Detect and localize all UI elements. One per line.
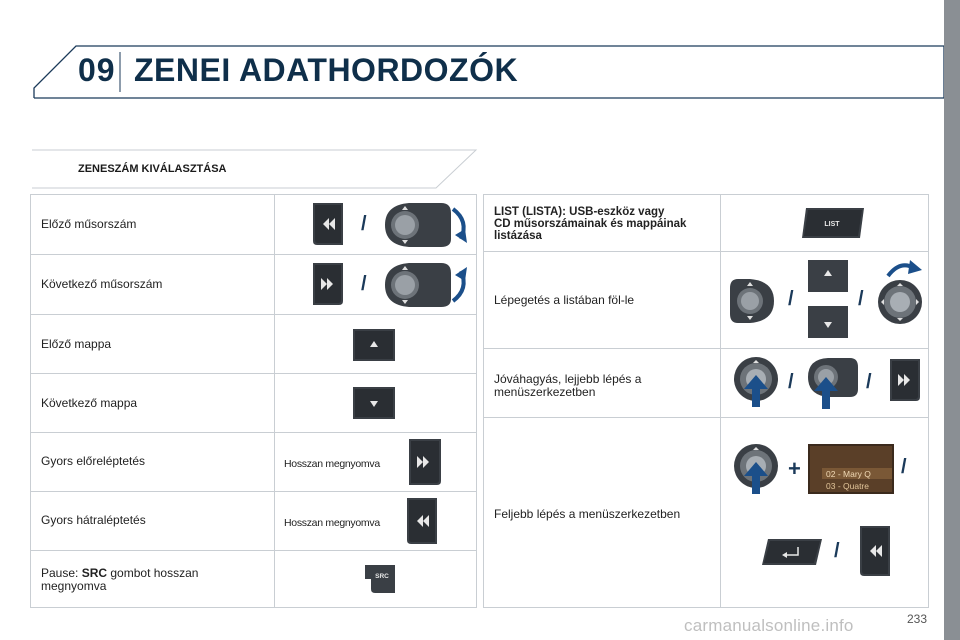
display-screen-icon <box>806 442 896 496</box>
row-label-post: gombot hosszan <box>107 566 199 580</box>
section-title: ZENESZÁM KIVÁLASZTÁSA <box>78 163 227 175</box>
steering-wheel-press-icon <box>804 355 860 413</box>
back-button-icon <box>760 536 824 568</box>
separator-slash: / <box>858 288 864 310</box>
next-track-button-icon <box>886 357 924 403</box>
row-label: Gyors előreléptetés <box>41 454 146 468</box>
left-function-table <box>30 194 477 608</box>
row-label: Feljebb lépés a menüszerkezetben <box>494 507 681 521</box>
page-number: 233 <box>907 612 928 626</box>
separator-slash: / <box>901 456 907 478</box>
long-press-note: Hosszan megnyomva <box>284 517 380 529</box>
down-arrow-button-icon <box>352 386 396 420</box>
row-label: Gyors hátraléptetés <box>41 513 146 527</box>
table-row <box>31 374 476 433</box>
row-label: Következő mappa <box>41 396 138 410</box>
table-row <box>484 195 928 252</box>
page-edge-strip <box>944 0 960 640</box>
row-label-line2: CD műsorszámainak és mappáinak <box>494 218 687 230</box>
row-label: Lépegetés a listában föl-le <box>494 293 635 307</box>
table-row <box>31 492 476 551</box>
rotary-knob-press-icon <box>732 355 782 413</box>
row-label-line2: megnyomva <box>41 579 107 593</box>
previous-track-button-icon <box>854 524 894 578</box>
table-row <box>31 433 476 492</box>
separator-slash: / <box>788 371 794 393</box>
next-track-button-icon <box>307 261 347 307</box>
screen-line-1: 02 - Mary Q <box>826 469 871 479</box>
steering-wheel-control-icon <box>381 199 473 251</box>
steering-wheel-control-icon <box>381 259 473 311</box>
row-label <box>494 206 686 242</box>
rotary-knob-press-icon <box>732 442 782 500</box>
separator-slash: / <box>788 288 794 310</box>
row-label-line1: Jóváhagyás, lejjebb lépés a <box>494 372 642 386</box>
row-label: Előző mappa <box>41 337 112 351</box>
separator-slash: / <box>361 273 367 295</box>
list-button-label: LIST <box>824 221 840 228</box>
table-row <box>484 349 928 418</box>
table-row <box>31 255 476 315</box>
table-row <box>484 252 928 349</box>
table-row <box>31 195 476 255</box>
long-press-note: Hosszan megnyomva <box>284 458 380 470</box>
right-function-table <box>483 194 929 608</box>
separator-slash: / <box>866 371 872 393</box>
chapter-header <box>0 0 944 110</box>
separator-slash: / <box>834 540 840 562</box>
row-label-pre: Pause: <box>41 566 82 580</box>
previous-track-button-icon <box>307 201 347 247</box>
row-label <box>494 373 641 399</box>
previous-track-button-icon <box>401 496 441 546</box>
separator-slash: / <box>361 213 367 235</box>
row-label-line1: LIST (LISTA): USB-eszköz vagy <box>494 206 665 218</box>
table-row <box>484 418 928 608</box>
row-label-bold: SRC <box>81 566 108 580</box>
screen-line-2: 03 - Quatre <box>826 481 869 491</box>
watermark: carmanualsonline.info <box>684 616 854 635</box>
src-button-label: SRC <box>375 573 389 580</box>
list-button-icon <box>798 205 868 241</box>
table-row <box>31 551 476 608</box>
next-track-button-icon <box>405 437 445 487</box>
separator-plus: + <box>788 456 801 481</box>
chapter-number: 09 <box>78 52 116 88</box>
table-row <box>31 315 476 374</box>
steering-wheel-control-icon <box>728 276 778 326</box>
up-arrow-button-icon <box>352 328 396 362</box>
row-label: Következő műsorszám <box>41 277 163 291</box>
row-label: Előző műsorszám <box>41 217 137 231</box>
up-down-arrow-buttons-icon <box>806 258 850 342</box>
chapter-title: ZENEI ADATHORDOZÓK <box>134 52 519 88</box>
row-label <box>41 567 198 593</box>
row-label-line3: listázása <box>494 230 542 242</box>
rotary-knob-icon <box>876 256 926 342</box>
src-button-icon <box>361 561 401 597</box>
row-label-line2: menüszerkezetben <box>494 385 596 399</box>
